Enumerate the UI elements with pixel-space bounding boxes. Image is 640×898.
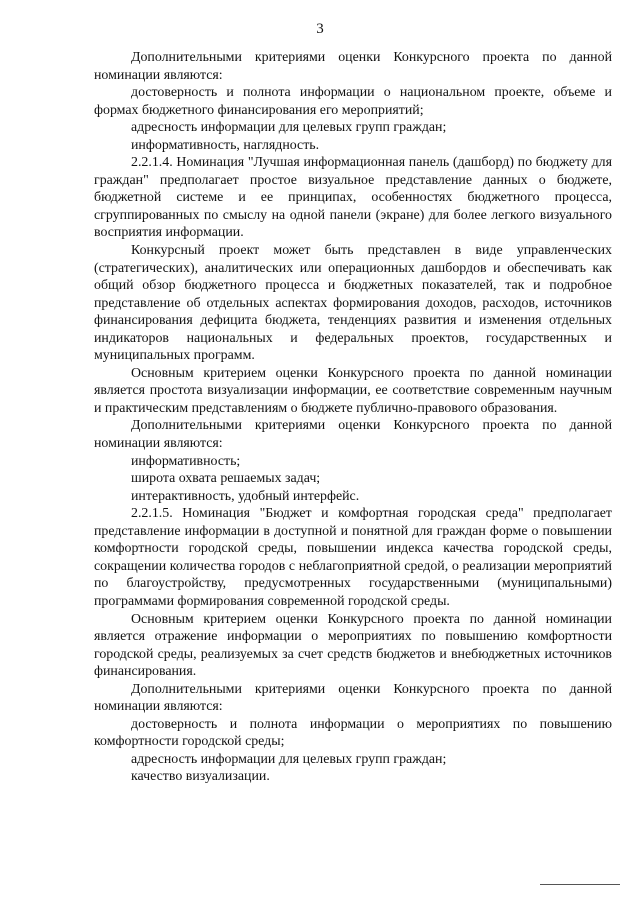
footer-line (540, 884, 620, 885)
criteria-item-targeting: адресность информации для целевых групп граждан; (131, 120, 447, 136)
criteria-item-interactivity: интерактивность, удобный интерфейс. (131, 488, 360, 504)
paragraph-dashboard-project: Конкурсный проект может быть представлен в виде управленческих (стратегических), аналитических или операционных дашбордов и обеспечивать как общий обзор бюджетного процесса и бюджетных показателей, так и подробное представление об отдельных аспектах формирования доходов, расходов, источников финансирования дефицита бюджета, тенденциях развития и изменения отдельных индикаторов национальных и федеральных проектов, государственных и муниципальных программ. (94, 243, 612, 364)
criteria-item-reliability: достоверность и полнота информации о национальном проекте, объеме и формах бюджетного финансирования его мероприятий; (94, 85, 612, 118)
paragraph-nomination-dashboard: 2.2.1.4. Номинация "Лучшая информационная панель (дашборд) по бюджету для граждан" предполагает простое визуальное представление данных о бюджете, бюджетной системе и ее принципах, особенностях бюджетного процесса, сгруппированных по смыслу на одной панели (экране) для более легкого визуального восприятия информации. (94, 155, 612, 241)
criteria-item-task-coverage: широта охвата решаемых задач; (131, 471, 321, 487)
paragraph-main-criterion-dashboard: Основным критерием оценки Конкурсного проекта по данной номинации является простота визуализации информации, ее соответствие современным научным и практическим представлениям о бюджете публично-правового образования. (94, 365, 612, 416)
paragraph-additional-criteria-intro: Дополнительными критериями оценки Конкурсного проекта по данной номинации являются: (94, 50, 612, 83)
document-body (94, 49, 612, 786)
paragraph-additional-criteria-intro: Дополнительными критериями оценки Конкурсного проекта по данной номинации являются: (94, 418, 612, 452)
paragraph-main-criterion-urban: Основным критерием оценки Конкурсного проекта по данной номинации является отражение информации о мероприятиях по повышению комфортности городской среды, реализуемых за счет средств бюджетов и внебюджетных источников финансирования. (94, 611, 612, 680)
paragraph-additional-criteria-intro: Дополнительными критериями оценки Конкурсного проекта по данной номинации являются: (94, 681, 612, 715)
criteria-item-informativeness: информативность; (131, 453, 241, 469)
criteria-item-informativeness: информативность, наглядность. (131, 137, 320, 153)
page-number: 3 (316, 21, 324, 37)
criteria-item-targeting: адресность информации для целевых групп граждан; (131, 751, 447, 767)
paragraph-nomination-urban-environment: 2.2.1.5. Номинация "Бюджет и комфортная городская среда" предполагает представление информации в доступной и понятной для граждан форме о повышении комфортности городской среды, повышении индекса качества городской среды, сокращении количества городов с неблагоприятной средой, о реализации мероприятий по благоустройству, предусмотренных государственными (муниципальными) программами формирования современной городской среды. (94, 506, 612, 609)
criteria-item-reliability: достоверность и полнота информации о мероприятиях по повышению комфортности городской среды; (94, 716, 612, 750)
criteria-item-visualization: качество визуализации. (131, 769, 270, 785)
